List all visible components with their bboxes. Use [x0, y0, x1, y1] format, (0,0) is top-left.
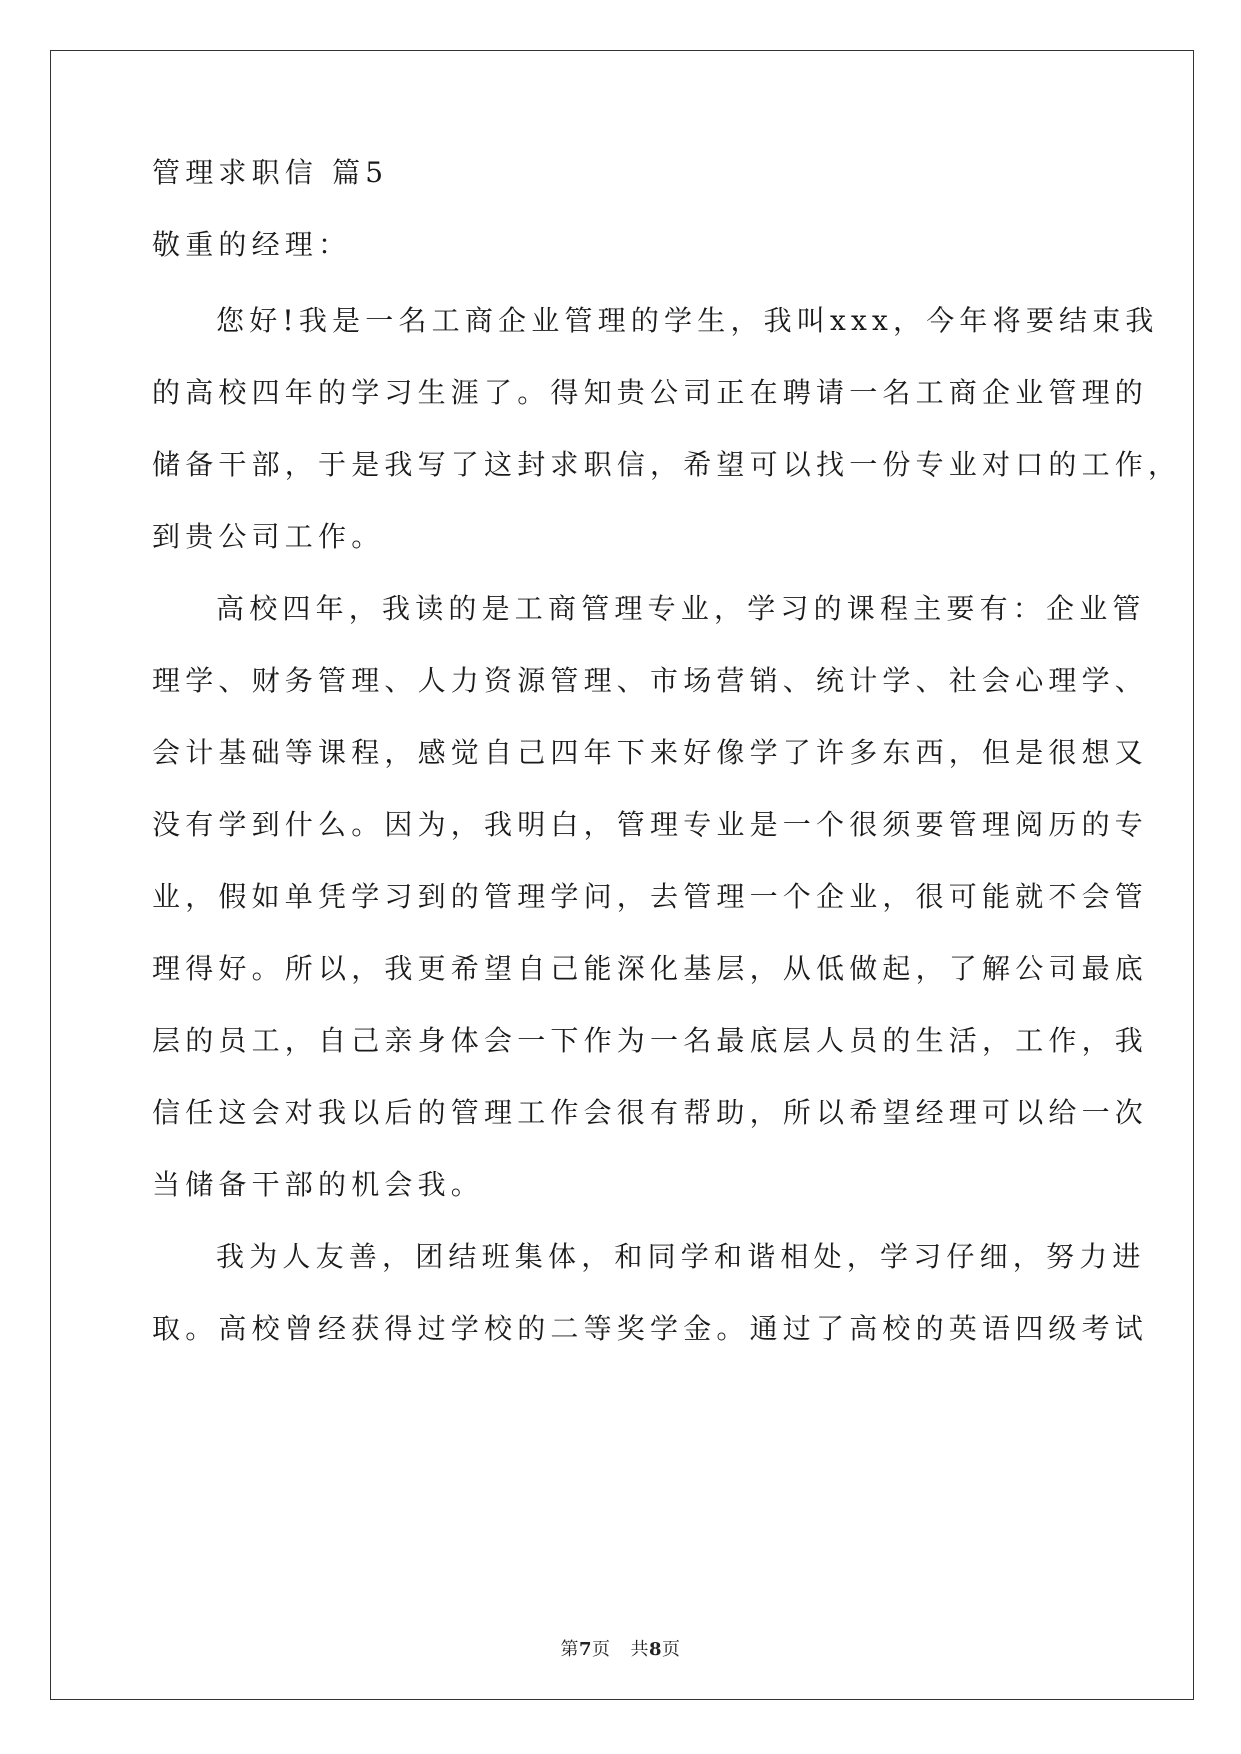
- page-border: [50, 50, 1194, 1700]
- paragraph-line: 储备干部，于是我写了这封求职信，希望可以找一份专业对口的工作，: [152, 448, 1182, 481]
- paragraph-line: 理得好。所以，我更希望自己能深化基层，从低做起，了解公司最底: [152, 952, 1149, 985]
- page-prefix: 第: [560, 1639, 579, 1660]
- paragraph-line: 到贵公司工作。: [152, 520, 385, 553]
- paragraph-line: 信任这会对我以后的管理工作会很有帮助，所以希望经理可以给一次: [152, 1096, 1149, 1129]
- paragraph-line: 高校四年，我读的是工商管理专业，学习的课程主要有：企业管: [216, 592, 1146, 625]
- page-current: 7: [578, 1639, 592, 1660]
- paragraph-line: 的高校四年的学习生涯了。得知贵公司正在聘请一名工商企业管理的: [152, 376, 1149, 409]
- paragraph-line: 层的员工，自己亲身体会一下作为一名最底层人员的生活，工作，我: [152, 1024, 1149, 1057]
- paragraph-line: 您好!我是一名工商企业管理的学生，我叫xxx，今年将要结束我: [216, 304, 1159, 337]
- page-suffix: 页: [592, 1639, 611, 1660]
- total-suffix: 页: [662, 1639, 681, 1660]
- paragraph-line: 理学、财务管理、人力资源管理、市场营销、统计学、社会心理学、: [152, 664, 1149, 697]
- paragraph-line: 取。高校曾经获得过学校的二等奖学金。通过了高校的英语四级考试: [152, 1312, 1149, 1345]
- paragraph-line: 我为人友善，团结班集体，和同学和谐相处，学习仔细，努力进: [216, 1240, 1146, 1273]
- paragraph-line: 没有学到什么。因为，我明白，管理专业是一个很须要管理阅历的专: [152, 808, 1149, 841]
- total-prefix: 共: [630, 1639, 649, 1660]
- salutation: 敬重的经理：: [152, 228, 352, 261]
- paragraph-line: 会计基础等课程，感觉自己四年下来好像学了许多东西，但是很想又: [152, 736, 1149, 769]
- page-total: 8: [649, 1639, 663, 1660]
- paragraph-line: 当储备干部的机会我。: [152, 1168, 485, 1201]
- page-footer: [0, 1635, 1241, 1661]
- paragraph-line: 业，假如单凭学习到的管理学问，去管理一个企业，很可能就不会管: [152, 880, 1149, 913]
- document-title: 管理求职信 篇5: [152, 156, 389, 189]
